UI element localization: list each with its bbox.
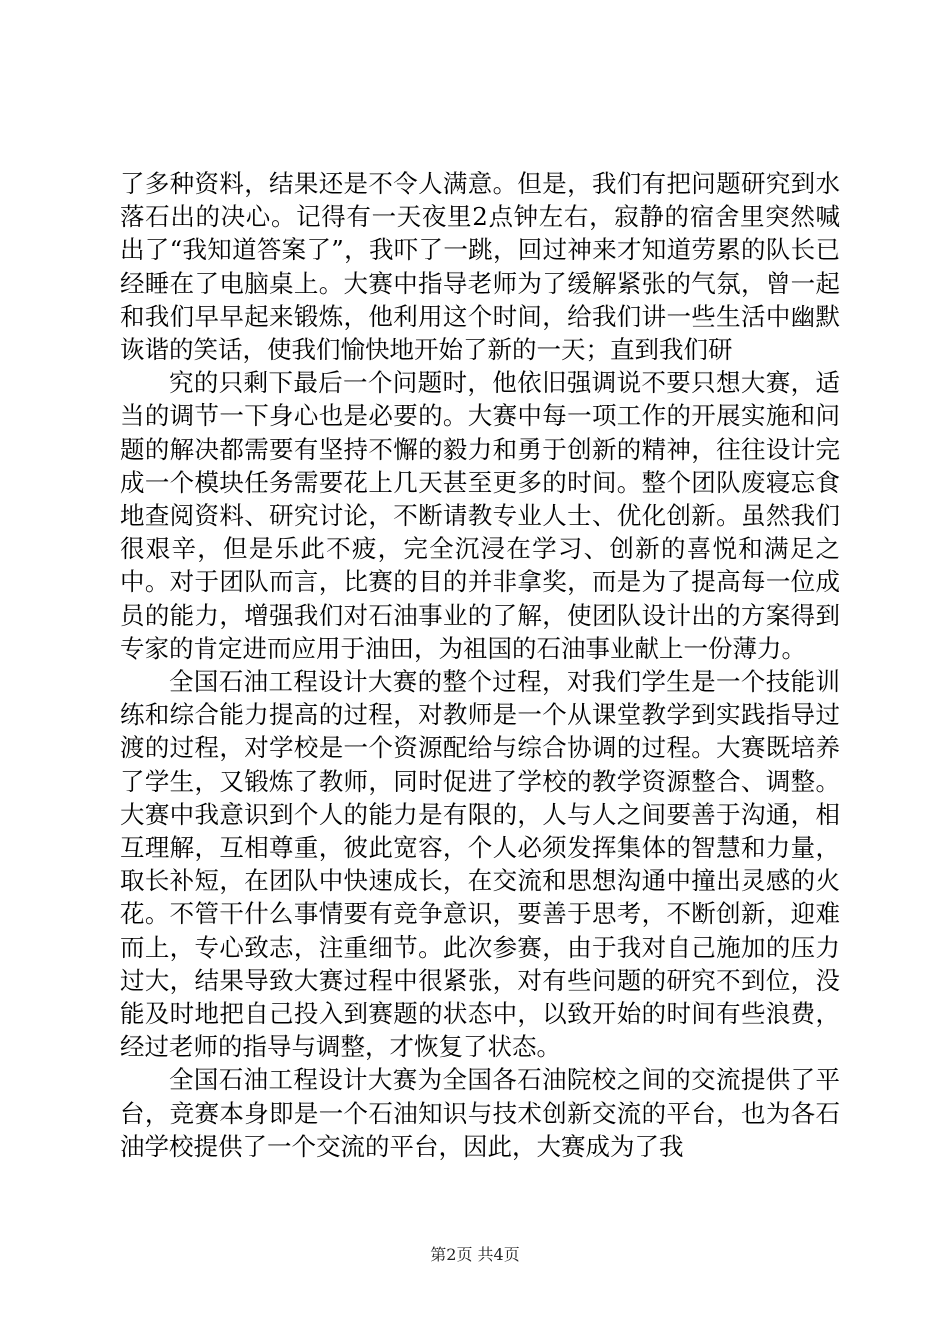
document-body — [120, 167, 840, 1163]
page-footer: 第2页 共4页 — [430, 1245, 520, 1264]
paragraph-3: 全国石油工程设计大赛的整个过程，对我们学生是一个技能训练和综合能力提高的过程，对教师是一个从课堂教学到实践指导过渡的过程，对学校是一个资源配给与综合协调的过程。大赛既培养了学生，又锻炼了教师，同时促进了学校的教学资源整合、调整。大赛中我意识到个人的能力是有限的，人与人之间要善于沟通，相互理解，互相尊重，彼此宽容，个人必须发挥集体的智慧和力量，取长补短，在团队中快速成长，在交流和思想沟通中撞出灵感的火花。不管干什么事情要有竞争意识，要善于思考，不断创新，迎难而上，专心致志，注重细节。此次参赛，由于我对自己施加的压力过大，结果导致大赛过程中很紧张，对有些问题的研究不到位，没能及时地把自己投入到赛题的状态中，以致开始的时间有些浪费，经过老师的指导与调整，才恢复了状态。 — [120, 667, 840, 1062]
paragraph-1: 了多种资料，结果还是不令人满意。但是，我们有把问题研究到水落石出的决心。记得有一天夜里2点钟左右，寂静的宿舍里突然喊出了“我知道答案了”，我吓了一跳，回过神来才知道劳累的队长已经睡在了电脑桌上。大赛中指导老师为了缓解紧张的气氛，曾一起和我们早早起来锻炼，他利用这个时间，给我们讲一些生活中幽默诙谐的笑话，使我们愉快地开始了新的一天；直到我们研 — [120, 169, 840, 365]
paragraph-4: 全国石油工程设计大赛为全国各石油院校之间的交流提供了平台，竞赛本身即是一个石油知识与技术创新交流的平台，也为各石油学校提供了一个交流的平台，因此，大赛成为了我 — [120, 1065, 840, 1161]
paragraph-2: 究的只剩下最后一个问题时，他依旧强调说不要只想大赛，适当的调节一下身心也是必要的。大赛中每一项工作的开展实施和问题的解决都需要有坚持不懈的毅力和勇于创新的精神，往往设计完成一个模块任务需要花上几天甚至更多的时间。整个团队废寝忘食地查阅资料、研究讨论，不断请教专业人士、优化创新。虽然我们很艰辛，但是乐此不疲，完全沉浸在学习、创新的喜悦和满足之中。对于团队而言，比赛的目的并非拿奖，而是为了提高每一位成员的能力，增强我们对石油事业的了解，使团队设计出的方案得到专家的肯定进而应用于油田，为祖国的石油事业献上一份薄力。 — [120, 368, 840, 663]
